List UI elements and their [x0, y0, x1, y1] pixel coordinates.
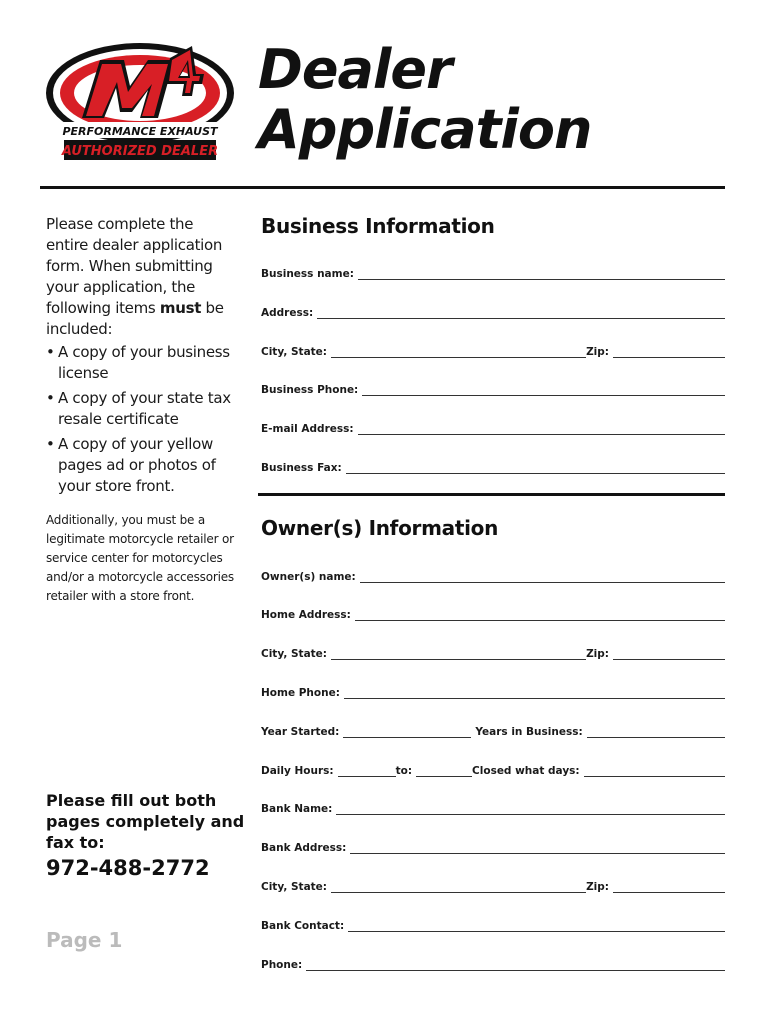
fax-number: 972-488-2772 — [46, 856, 210, 880]
email-input[interactable] — [358, 423, 725, 435]
home-phone-label: Home Phone: — [261, 687, 340, 699]
bank-zip-input[interactable] — [613, 881, 725, 893]
zip-input[interactable] — [613, 346, 725, 358]
years-in-business-input[interactable] — [587, 726, 725, 738]
address-field[interactable] — [261, 301, 725, 319]
closed-days-label: Closed what days: — [472, 765, 580, 777]
hours-to-input[interactable] — [416, 765, 472, 777]
city-state-label: City, State: — [261, 346, 328, 358]
list-item: • A copy of your yellow pages ad or photos of your store front. — [46, 434, 236, 497]
zip-label: Zip: — [586, 346, 609, 358]
title-line-dealer: Dealer — [258, 38, 452, 101]
instructions-column — [46, 214, 236, 606]
bank-phone-label: Phone: — [261, 959, 303, 971]
owner-city-state-label: City, State: — [261, 648, 328, 660]
daily-hours-field[interactable] — [261, 759, 725, 777]
hours-from-input[interactable] — [338, 765, 396, 777]
address-input[interactable] — [317, 307, 725, 319]
m4-authorized-dealer-logo — [42, 38, 238, 168]
owner-name-label: Owner(s) name: — [261, 571, 356, 583]
business-name-input[interactable] — [358, 268, 725, 280]
city-state-input[interactable] — [331, 346, 586, 358]
bank-city-state-input[interactable] — [331, 881, 586, 893]
m4-logo-graphic — [42, 38, 238, 168]
year-started-field[interactable] — [261, 720, 725, 738]
business-name-field[interactable] — [261, 262, 725, 280]
email-field[interactable] — [261, 417, 725, 435]
business-phone-input[interactable] — [362, 384, 725, 396]
bank-contact-label: Bank Contact: — [261, 920, 345, 932]
daily-hours-label: Daily Hours: — [261, 765, 334, 777]
list-item: • A copy of your business license — [46, 342, 236, 384]
owner-city-state-input[interactable] — [331, 648, 586, 660]
svg-text:AUTHORIZED DEALER: AUTHORIZED DEALER — [61, 144, 219, 159]
city-state-zip-field[interactable] — [261, 340, 725, 358]
owner-info-heading: Owner(s) Information — [261, 516, 499, 540]
home-phone-field[interactable] — [261, 681, 725, 699]
home-address-input[interactable] — [355, 609, 725, 621]
fax-instructions: Please fill out both pages completely and fax to: — [46, 791, 245, 852]
owner-name-input[interactable] — [360, 571, 725, 583]
list-item: • A copy of your state tax resale certificate — [46, 388, 236, 430]
owner-city-state-zip-field[interactable] — [261, 642, 725, 660]
bank-phone-field[interactable] — [261, 953, 725, 971]
bank-address-field[interactable] — [261, 836, 725, 854]
title-line-application: Application — [258, 98, 592, 161]
business-info-heading: Business Information — [261, 214, 495, 238]
bank-city-state-label: City, State: — [261, 881, 328, 893]
intro-text: Please complete the entire dealer application form. When submitting your application, the following items must be included: — [46, 215, 224, 338]
page-title — [258, 40, 591, 160]
bank-address-label: Bank Address: — [261, 842, 347, 854]
home-phone-input[interactable] — [344, 687, 725, 699]
address-label: Address: — [261, 307, 314, 319]
year-started-input[interactable] — [343, 726, 471, 738]
owner-zip-input[interactable] — [613, 648, 725, 660]
bank-phone-input[interactable] — [306, 959, 725, 971]
section-divider — [258, 493, 725, 496]
svg-text:PERFORMANCE EXHAUST: PERFORMANCE EXHAUST — [62, 125, 218, 138]
hours-to-label: to: — [395, 765, 413, 777]
required-items-list — [46, 342, 236, 497]
owner-name-field[interactable] — [261, 565, 725, 583]
business-fax-label: Business Fax: — [261, 462, 342, 474]
owner-zip-label: Zip: — [586, 648, 609, 660]
header-divider — [40, 186, 725, 189]
bank-city-state-zip-field[interactable] — [261, 875, 725, 893]
home-address-label: Home Address: — [261, 609, 351, 621]
page-number: Page 1 — [46, 928, 123, 952]
bank-contact-field[interactable] — [261, 914, 725, 932]
bank-address-input[interactable] — [350, 842, 725, 854]
eligibility-note: Additionally, you must be a legitimate motorcycle retailer or service center for motorcycles and/or a motorcycle accessories retailer with a store front. — [46, 513, 234, 603]
closed-days-input[interactable] — [584, 765, 725, 777]
bank-name-input[interactable] — [336, 803, 725, 815]
business-phone-field[interactable] — [261, 378, 725, 396]
home-address-field[interactable] — [261, 603, 725, 621]
business-fax-input[interactable] — [346, 462, 725, 474]
email-label: E-mail Address: — [261, 423, 354, 435]
bank-name-field[interactable] — [261, 797, 725, 815]
years-in-business-label: Years in Business: — [475, 726, 583, 738]
bank-name-label: Bank Name: — [261, 803, 333, 815]
business-fax-field[interactable] — [261, 456, 725, 474]
bank-zip-label: Zip: — [586, 881, 609, 893]
business-name-label: Business name: — [261, 268, 354, 280]
bank-contact-input[interactable] — [348, 920, 725, 932]
year-started-label: Year Started: — [261, 726, 340, 738]
business-phone-label: Business Phone: — [261, 384, 359, 396]
